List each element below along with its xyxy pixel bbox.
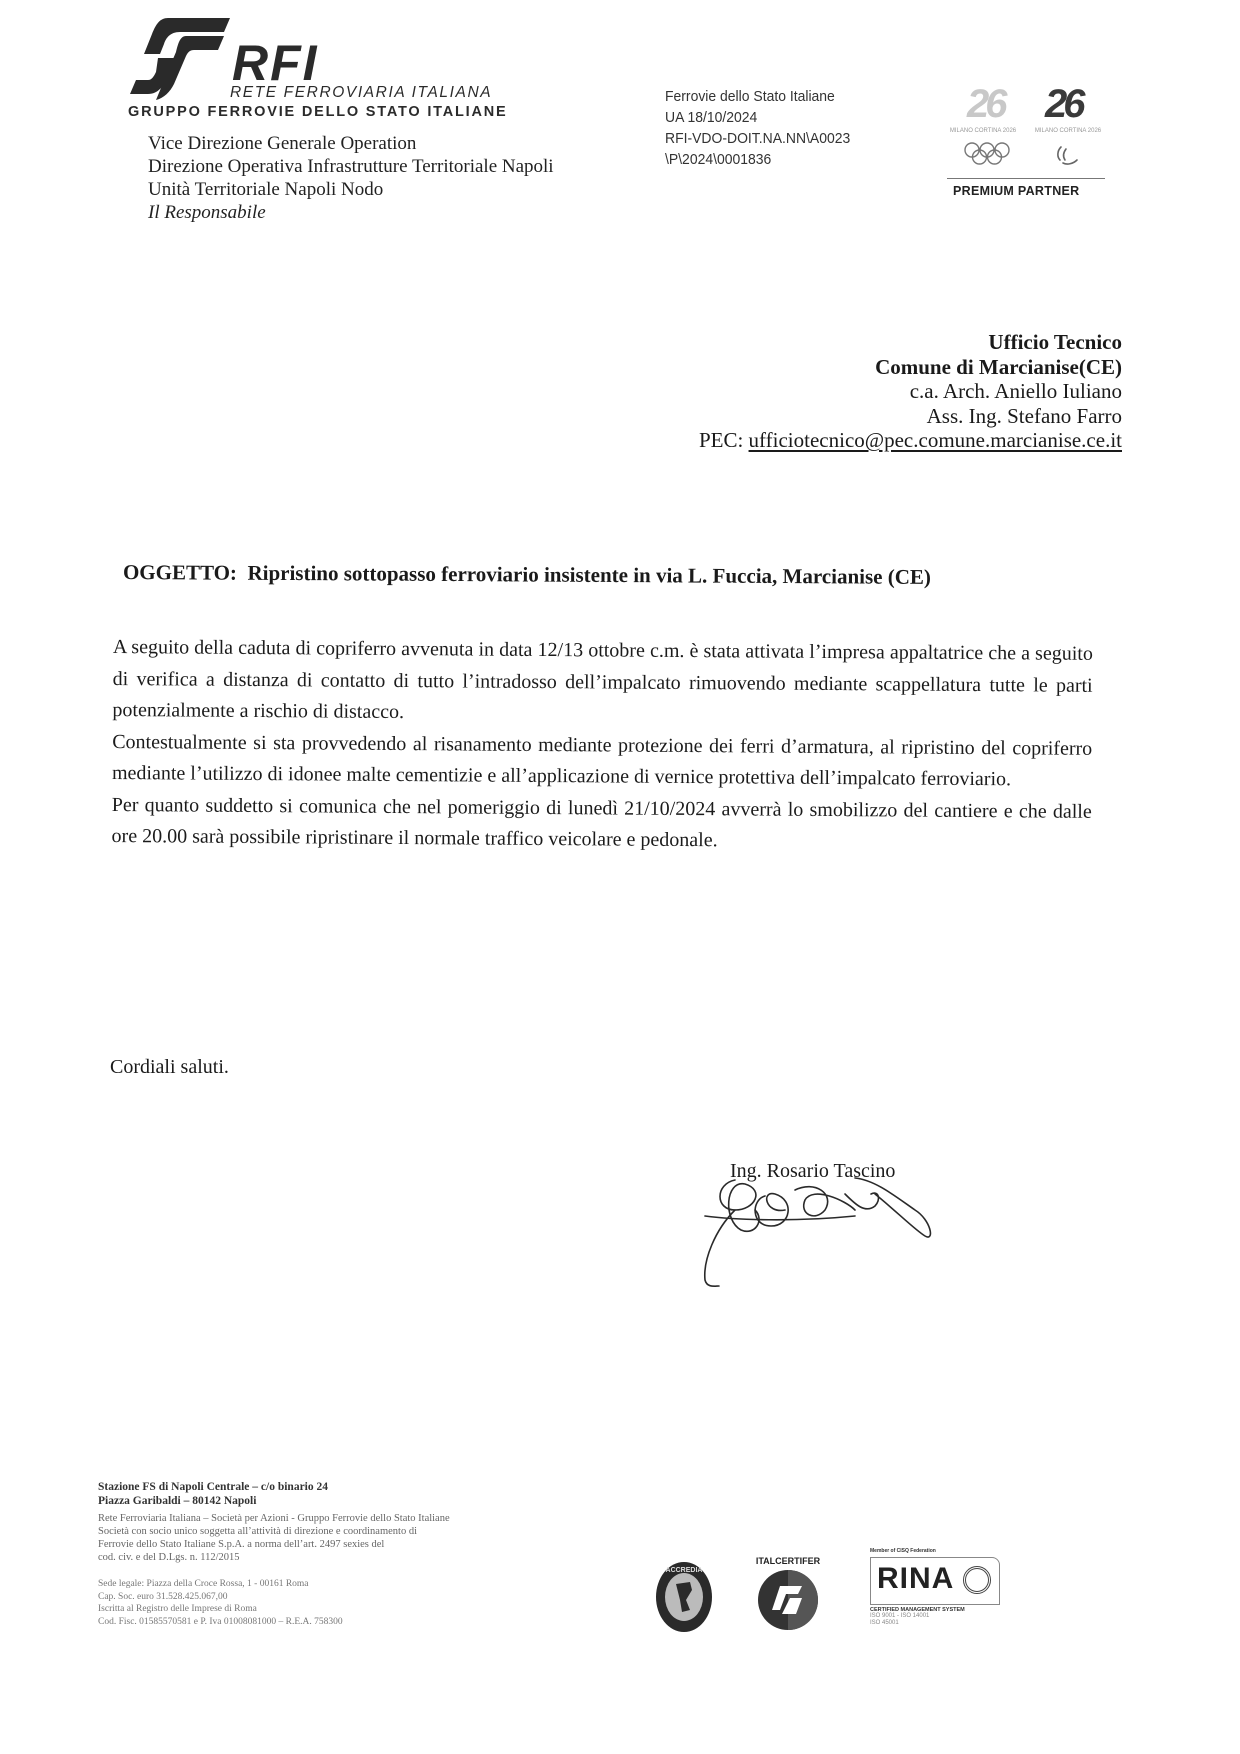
sender-line: Unità Territoriale Napoli Nodo bbox=[148, 179, 384, 200]
divider bbox=[947, 178, 1105, 179]
sender-role: Il Responsabile bbox=[148, 202, 266, 223]
footer-legal-line: cod. civ. e del D.Lgs. n. 112/2015 bbox=[98, 1552, 240, 1563]
footer-legal-line: Rete Ferroviaria Italiana – Società per Azioni - Gruppo Ferrovie dello Stato Italiane bbox=[98, 1513, 450, 1524]
accredia-badge-icon bbox=[654, 1560, 714, 1634]
rina-member: Member of CISQ Federation bbox=[870, 1548, 936, 1554]
milano-cortina-olympic-mark: 26 bbox=[967, 82, 1004, 126]
logo-brand: RFI bbox=[232, 35, 319, 91]
footer-legal bbox=[98, 1512, 450, 1564]
subject-text: Ripristino sottopasso ferroviario insistente in via L. Fuccia, Marcianise (CE) bbox=[247, 560, 931, 589]
italcertifer-label: ITALCERTIFER bbox=[755, 1556, 821, 1566]
recipient-attention: c.a. Arch. Aniello Iuliano bbox=[909, 379, 1122, 403]
rina-seal-icon bbox=[963, 1566, 991, 1594]
body-paragraph: Per quanto suddetto si comunica che nel pomeriggio di lunedì 21/10/2024 avverrà lo smobilizzo del cantiere e che dalle ore 20.00 sarà possibile ripristinare il normale traffico veicolare e pedonale. bbox=[111, 793, 1092, 852]
footer-registry-line: Sede legale: Piazza della Croce Rossa, 1 - 00161 Roma bbox=[98, 1579, 309, 1589]
footer-registry-line: Cap. Soc. euro 31.528.425.067,00 bbox=[98, 1591, 228, 1602]
recipient-block bbox=[699, 330, 1122, 453]
recipient-office: Ufficio Tecnico bbox=[988, 330, 1122, 354]
protocol-ref: \P\2024\0001836 bbox=[665, 151, 772, 168]
olympic-caption: MILANO CORTINA 2026 bbox=[949, 128, 1017, 134]
footer-address-line: Stazione FS di Napoli Centrale – c/o binario 24 bbox=[98, 1481, 328, 1493]
recipient-municipality: Comune di Marcianise(CE) bbox=[875, 354, 1122, 379]
handwritten-signature-icon bbox=[695, 1170, 955, 1290]
rina-iso: ISO 9001 - ISO 14001 bbox=[870, 1613, 930, 1619]
milano-cortina-paralympic-mark: 26 bbox=[1045, 82, 1082, 126]
footer-registry bbox=[98, 1578, 343, 1628]
footer-legal-line: Società con socio unico soggetta all’attività di direzione e coordinamento di bbox=[98, 1526, 417, 1537]
rina-cert-label: CERTIFIED MANAGEMENT SYSTEM bbox=[870, 1607, 965, 1613]
pec-label: PEC: bbox=[698, 428, 749, 452]
closing-salutation: Cordiali saluti. bbox=[110, 1056, 229, 1078]
sender-block bbox=[148, 132, 554, 224]
partner-label: PREMIUM PARTNER bbox=[953, 184, 1080, 198]
paralympic-caption: MILANO CORTINA 2026 bbox=[1034, 128, 1102, 134]
agitos-icon bbox=[1055, 143, 1079, 167]
protocol-ref: RFI-VDO-DOIT.NA.NN\A0023 bbox=[665, 130, 851, 147]
footer-registry-line: Iscritta al Registro delle Imprese di Roma bbox=[98, 1604, 257, 1614]
rina-certification bbox=[870, 1548, 1000, 1627]
rina-logo bbox=[870, 1557, 1000, 1605]
signatory-name: Ing. Rosario Tascino bbox=[730, 1160, 896, 1182]
protocol-org: Ferrovie dello Stato Italiane bbox=[665, 88, 835, 105]
logo-tagline: RETE FERROVIARIA ITALIANA bbox=[230, 84, 493, 101]
sender-line: Vice Direzione Generale Operation bbox=[148, 133, 417, 154]
olympic-rings-icon bbox=[963, 142, 1011, 166]
footer-address bbox=[98, 1480, 328, 1508]
footer-legal-line: Ferrovie dello Stato Italiane S.p.A. a norma dell’art. 2497 sexies del bbox=[98, 1539, 385, 1550]
rina-wordmark: RINA bbox=[877, 1562, 955, 1595]
sender-line: Direzione Operativa Infrastrutture Territoriale Napoli bbox=[148, 156, 554, 177]
milano-cortina-partner-logo bbox=[945, 78, 1115, 208]
body-paragraph: Contestualmente si sta provvedendo al risanamento mediante protezione dei ferri d’armatura, al ripristino del copriferro mediante l’utilizzo di idonee malte cementizie e all’applicazione di vernice protettiva dell’impalcato ferroviario. bbox=[111, 730, 1093, 791]
subject-line bbox=[123, 560, 931, 590]
rfi-logo bbox=[130, 18, 510, 128]
pec-email-link[interactable]: ufficiotecnico@pec.comune.marcianise.ce.it bbox=[748, 428, 1122, 452]
logo-group: GRUPPO FERROVIE DELLO STATO ITALIANE bbox=[128, 104, 508, 120]
rina-iso: ISO 45001 bbox=[870, 1620, 899, 1626]
footer-address-line: Piazza Garibaldi – 80142 Napoli bbox=[98, 1495, 257, 1507]
protocol-date: UA 18/10/2024 bbox=[665, 109, 758, 126]
recipient-pec bbox=[699, 428, 1122, 453]
fs-double-s-logo-icon bbox=[130, 18, 230, 100]
recipient-assessor: Ass. Ing. Stefano Farro bbox=[926, 403, 1122, 428]
subject-label: OGGETTO: bbox=[122, 560, 238, 585]
letter-body bbox=[111, 632, 1093, 859]
accredia-label: ACCREDIA bbox=[665, 1567, 703, 1574]
body-paragraph: A seguito della caduta di copriferro avvenuta in data 12/13 ottobre c.m. è stata attivata l’impresa appaltatrice che a seguito di verifica a distanza di contatto di tutto l’intradosso dell’impalcato rimuovendo mediante scappellatura tutte le parti potenzialmente a rischio di distacco. bbox=[112, 635, 1093, 724]
italcertifer-badge-icon bbox=[738, 1552, 838, 1642]
footer-registry-line: Cod. Fisc. 01585570581 e P. Iva 01008081000 – R.E.A. 758300 bbox=[98, 1616, 343, 1627]
protocol-stamp bbox=[665, 86, 850, 170]
